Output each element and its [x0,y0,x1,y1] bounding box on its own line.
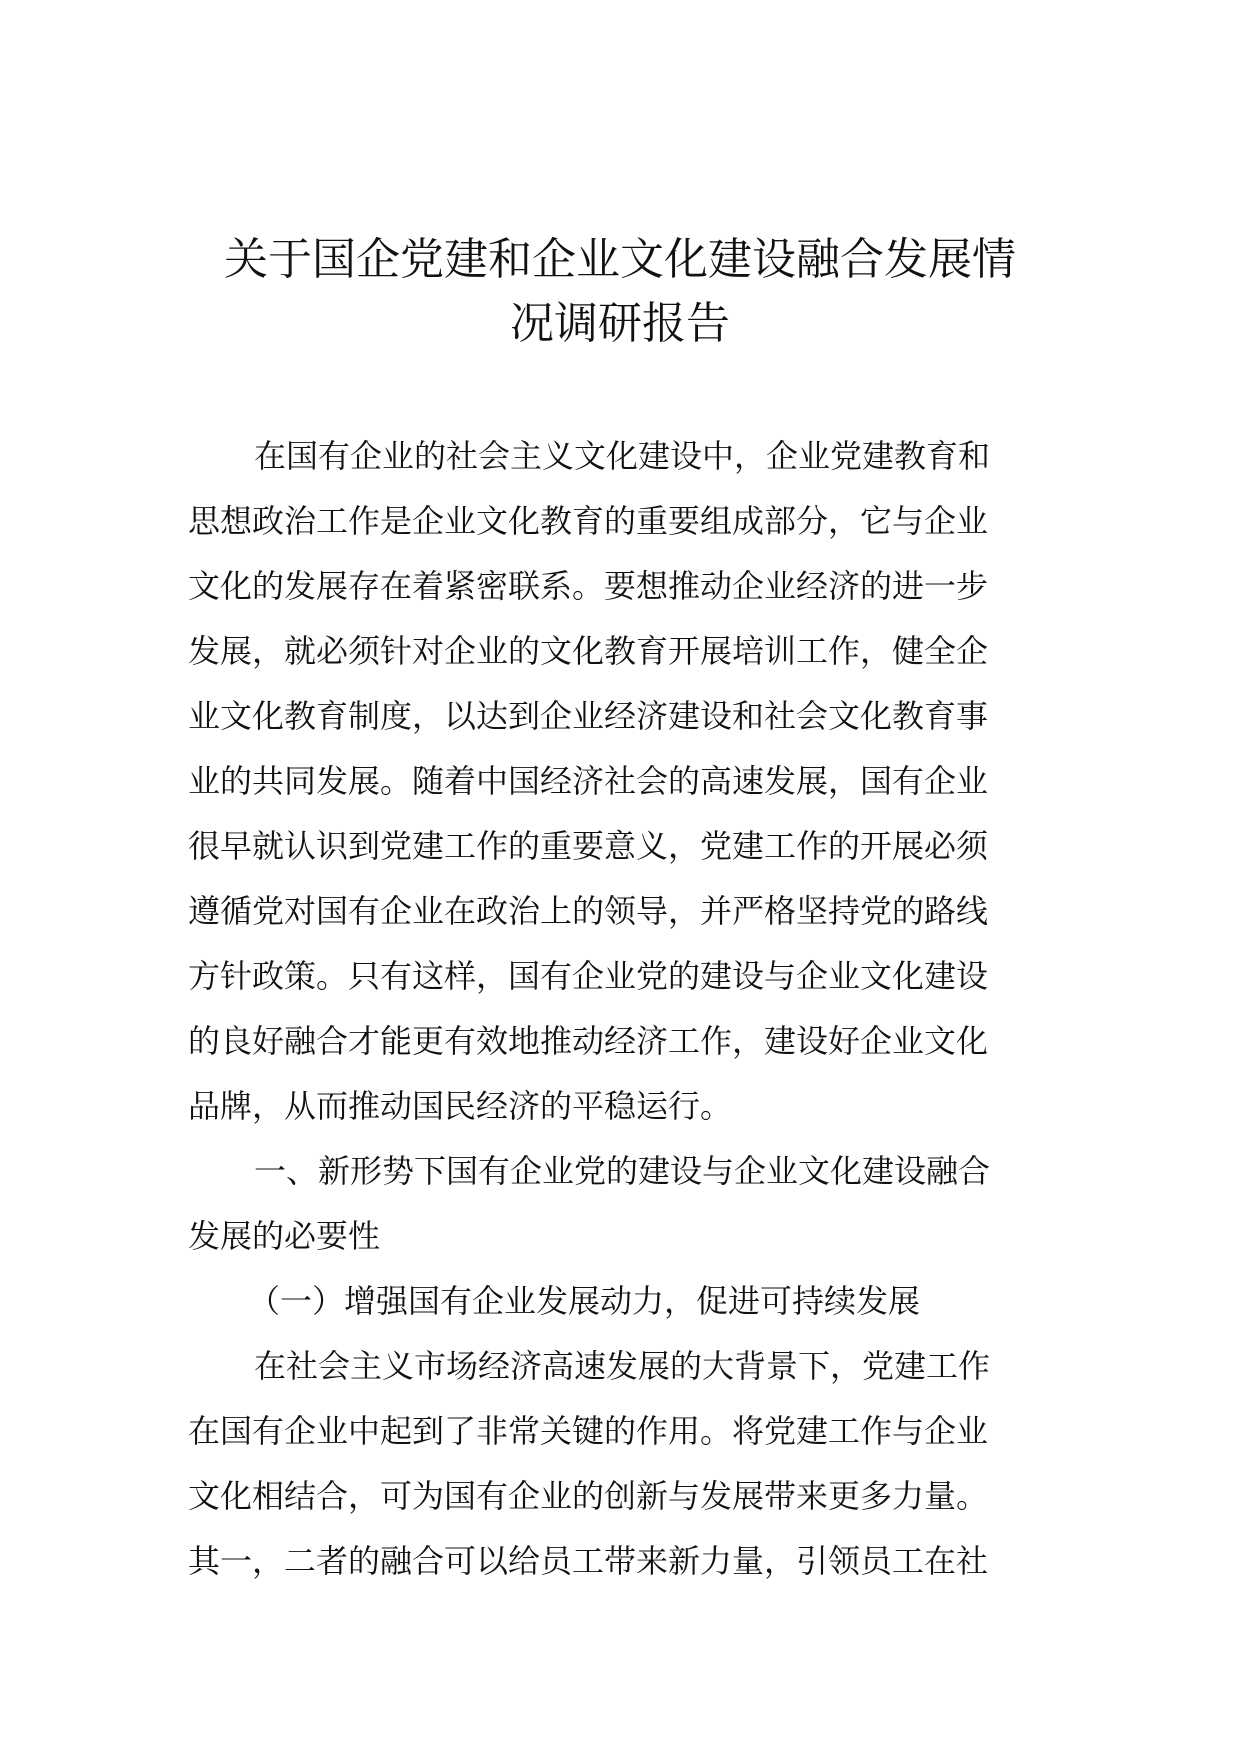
title-line-2: 况调研报告 [510,298,730,349]
paragraph-line: 文化的发展存在着紧密联系。要想推动企业经济的进一步 [188,567,989,605]
paragraph-line: 在国有企业中起到了非常关键的作用。将党建工作与企业 [188,1412,989,1450]
paragraph-line: 文化相结合，可为国有企业的创新与发展带来更多力量。 [188,1477,989,1515]
paragraph-line: 的良好融合才能更有效地推动经济工作，建设好企业文化 [188,1022,989,1060]
paragraph-line: 方针政策。只有这样，国有企业党的建设与企业文化建设 [188,957,989,995]
paragraph-line: 在国有企业的社会主义文化建设中，企业党建教育和 [254,437,991,475]
title-line-1: 关于国企党建和企业文化建设融合发展情 [224,234,1016,285]
section-heading-line: 发展的必要性 [188,1217,381,1255]
paragraph-line: 遵循党对国有企业在政治上的领导，并严格坚持党的路线 [188,892,989,930]
paragraph-line: 思想政治工作是企业文化教育的重要组成部分，它与企业 [188,502,989,540]
paragraph-line: 其一，二者的融合可以给员工带来新力量，引领员工在社 [188,1542,989,1580]
paragraph-line: 在社会主义市场经济高速发展的大背景下，党建工作 [254,1347,991,1385]
subsection-heading: （一）增强国有企业发展动力，促进可持续发展 [248,1282,921,1320]
section-heading-line: 一、新形势下国有企业党的建设与企业文化建设融合 [254,1152,991,1190]
paragraph-line: 品牌，从而推动国民经济的平稳运行。 [188,1087,733,1125]
paragraph-line: 发展，就必须针对企业的文化教育开展培训工作，健全企 [188,632,989,670]
document-body [188,424,1056,1594]
paragraph-line: 很早就认识到党建工作的重要意义，党建工作的开展必须 [188,827,989,865]
document-title [150,228,1090,356]
paragraph-line: 业的共同发展。随着中国经济社会的高速发展，国有企业 [188,762,989,800]
paragraph-line: 业文化教育制度，以达到企业经济建设和社会文化教育事 [188,697,989,735]
